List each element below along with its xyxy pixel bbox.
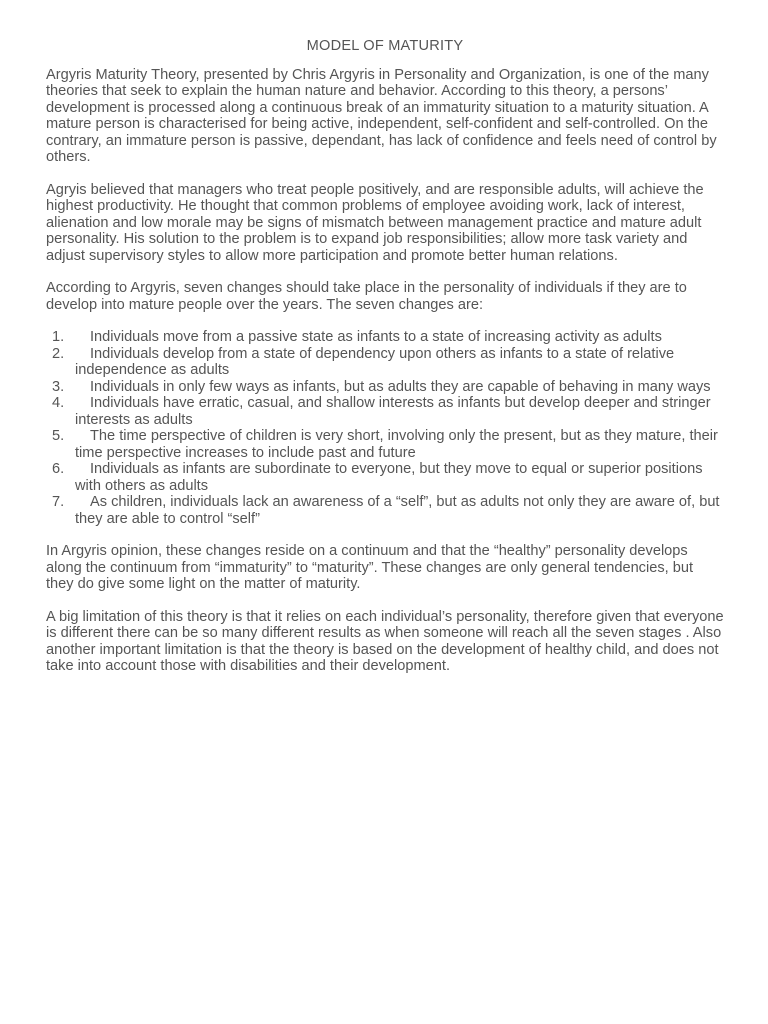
paragraph-managers: Agryis believed that managers who treat people positively, and are responsible adults, will achieve the highest productivity. He thought that common problems of employee avoiding work, lack of interest, alienation and low morale may be signs of mismatch between management practice and mature adult personality. His solution to the problem is to expand job responsibilities; allow more task variety and adjust supervisory styles to allow more participation and promote better human relations. <box>46 181 704 264</box>
list-item-number: 2. <box>52 345 65 362</box>
list-item-number: 7. <box>52 494 65 510</box>
list-item-number: 1. <box>52 329 65 345</box>
list-item <box>46 461 724 494</box>
list-item-text: Individuals develop from a state of dependency upon others as infants to a state of relative independence as adults <box>75 345 675 378</box>
list-item <box>46 346 724 379</box>
seven-changes-list <box>46 329 724 527</box>
list-item-text: Individuals move from a passive state as infants to a state of increasing activity as adults <box>90 329 662 345</box>
paragraph-limitation: A big limitation of this theory is that it relies on each individual’s personality, therefore given that everyone is different there can be so many different results as when someone will reach all the seven stages . Also another important limitation is that the theory is based on the development of healthy child, and does not take into account those with disabilities and their development. <box>46 608 724 674</box>
paragraph-continuum: In Argyris opinion, these changes reside on a continuum and that the “healthy” personality develops along the continuum from “immaturity” to “maturity”. These changes are only general tendencies, but they do give some light on the matter of maturity. <box>46 543 694 592</box>
paragraph-seven-changes-intro: According to Argyris, seven changes should take place in the personality of individuals if they are to develop into mature people over the years. The seven changes are: <box>46 280 687 313</box>
document-title: MODEL OF MATURITY <box>306 38 464 54</box>
list-item <box>46 428 724 461</box>
list-item-text: The time perspective of children is very short, involving only the present, but as they mature, their time perspective increases to include past and future <box>75 428 718 461</box>
list-item-text: Individuals as infants are subordinate to everyone, but they move to equal or superior positions with others as adults <box>75 461 703 494</box>
list-item-number: 4. <box>52 395 65 411</box>
paragraph-intro: Argyris Maturity Theory, presented by Chris Argyris in Personality and Organization, is one of the many theories that seek to explain the human nature and behavior. According to this theory, a persons’ development is processed along a continuous break of an immaturity situation to a maturity situation. A mature person is characterised for being active, independent, self-confident and self-controlled. On the contrary, an immature person is passive, dependant, has lack of confidence and feels need of control by others. <box>46 66 717 165</box>
list-item-text: Individuals in only few ways as infants, but as adults they are capable of behaving in many ways <box>90 378 711 395</box>
list-item-text: Individuals have erratic, casual, and shallow interests as infants but develop deeper and stringer interests as adults <box>75 395 711 428</box>
list-item-number: 5. <box>52 428 65 444</box>
list-item-number: 3. <box>52 378 65 395</box>
list-item <box>46 494 724 527</box>
list-item-text: As children, individuals lack an awareness of a “self”, but as adults not only they are aware of, but they are able to control “self” <box>75 494 720 527</box>
list-item <box>46 379 724 396</box>
list-item <box>46 395 724 428</box>
list-item-number: 6. <box>52 461 65 477</box>
list-item <box>46 329 724 346</box>
